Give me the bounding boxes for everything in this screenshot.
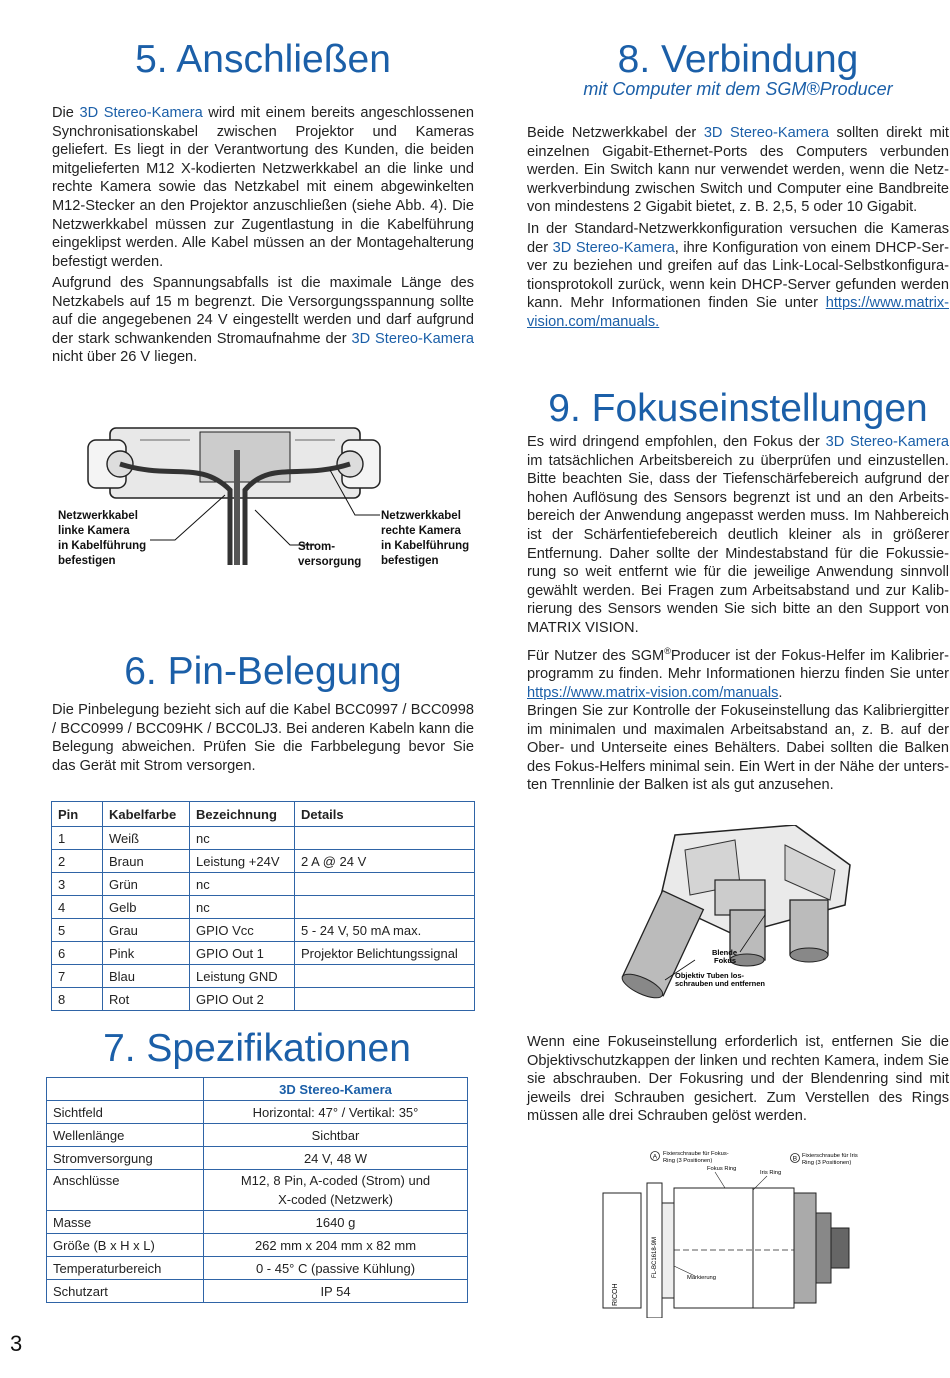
header-pin: Pin <box>52 802 103 827</box>
caption-middle <box>298 540 378 570</box>
cell: 5 - 24 V, 50 mA max. <box>295 919 475 942</box>
cell: Gelb <box>103 896 190 919</box>
cell: 24 V, 48 W <box>204 1147 468 1170</box>
table-row <box>52 919 475 942</box>
cell: Grün <box>103 873 190 896</box>
cell <box>295 988 475 1011</box>
label-tuben-1: Objektiv Tuben los- <box>675 971 745 980</box>
cell: Größe (B x H x L) <box>47 1234 204 1257</box>
header-details: Details <box>295 802 475 827</box>
cell: Leistung GND <box>190 965 295 988</box>
header-color: Kabelfarbe <box>103 802 190 827</box>
table-row <box>47 1234 468 1257</box>
table-row <box>47 1147 468 1170</box>
table-row <box>52 850 475 873</box>
caption-line: in Kabelführung <box>58 540 147 552</box>
cell <box>295 827 475 850</box>
section-5-paragraph-1 <box>52 104 474 271</box>
stereo-camera-figure <box>615 825 855 1000</box>
cell: nc <box>190 873 295 896</box>
cell: 1640 g <box>204 1211 468 1234</box>
caption-line: in Kabelführung <box>381 540 470 552</box>
text: Für Nutzer des SGM <box>527 647 665 664</box>
cell: 6 <box>52 942 103 965</box>
cell: Pink <box>103 942 190 965</box>
cell <box>295 896 475 919</box>
table-row <box>52 827 475 850</box>
cell: Grau <box>103 919 190 942</box>
text: . <box>778 685 783 702</box>
cell: 3 <box>52 873 103 896</box>
cell: Masse <box>47 1211 204 1234</box>
label-a-text-1: Fixierschraube für Fokus- <box>663 1151 729 1157</box>
header-designation: Bezeichnung <box>190 802 295 827</box>
table-row <box>47 1257 468 1280</box>
section-9-paragraph-4: Wenn eine Fokuseinstellung erforderlich ist, entfernen Sie die Objektivschutzkappen der linken und rechten Kamera, indem Sie sie abschrauben. Der Fokusring und der Blendenring sind mit jeweils drei Schrauben gesichert. Zum Verstellen des Rings müssen alle drei Schrauben gelöst werden. <box>527 1034 949 1125</box>
label-blende: Blende <box>712 948 738 957</box>
cell: 7 <box>52 965 103 988</box>
cell: Schutzart <box>47 1280 204 1303</box>
text: im tatsächlichen Arbeitsbereich zu überprüfen und einzustellen. Bitte beachten Sie, dass der Tiefenschärfebereich aufgrund der hohen Auflösung des Sensors begrenzt ist und an den Arbeitsbereich der Anwendung angepasst werden muss. Im Nahbereich ist der Schärfentiefebereich deutlich kleiner als in größerer Entfernung. Daher sollte der Mindestabstand für die Fokussierung so weit entfernt wie für die jeweilige Anwendung sinnvoll gewählt werden. Bei Fragen zum Arbeitsabstand und zur Kalibrierung des Sensors wenden Sie sich bitte an den Support von MATRIX VISION. <box>527 452 949 636</box>
table-row <box>47 1124 468 1147</box>
label-b: B <box>792 1155 798 1163</box>
table-row <box>52 896 475 919</box>
text: In der Standard-Netzwerkkonfiguration versuchen die Kameras der <box>527 221 949 256</box>
section-9-title: 9. Fokuseinstellungen <box>548 387 928 430</box>
cell: 4 <box>52 896 103 919</box>
cell <box>295 965 475 988</box>
text: Beide Netzwerkkabel der <box>527 125 704 141</box>
text: Es wird dringend empfohlen, den Fokus der <box>527 434 826 450</box>
manuals-link-2[interactable]: https://www.matrix-vision.com/manuals <box>527 685 779 702</box>
caption-line: Netzwerkkabel <box>381 510 461 522</box>
caption-line: Strom- <box>298 541 336 553</box>
caption-line: Netzwerkkabel <box>58 510 138 522</box>
cell: nc <box>190 827 295 850</box>
cell: Leistung +24V <box>190 850 295 873</box>
header-empty <box>47 1078 204 1101</box>
caption-line: versorgung <box>298 556 362 568</box>
text: Producer ist der Fokus-Helfer im Kalibrierprogramm zu finden. Mehr Informationen hierzu finden Sie unter <box>527 647 949 683</box>
cell: Blau <box>103 965 190 988</box>
cell: Anschlüsse <box>47 1170 204 1211</box>
text: , ihre Konfiguration von einem DHCP-Server zu beziehen und greifen auf das Link-Local-Selbstkonfigurationsprotokoll zurück, wenn kein DHCP-Server gefunden werden kann. Mehr Informationen finden Sie unter <box>527 239 949 312</box>
table-header-row <box>52 802 475 827</box>
registered-mark: ® <box>664 646 671 656</box>
label-model: FL-BC1618-9M <box>652 1236 658 1278</box>
table-row <box>47 1280 468 1303</box>
label-a-text-2: Ring (3 Positionen) <box>663 1158 713 1164</box>
cell: GPIO Out 1 <box>190 942 295 965</box>
product-name: 3D Stereo-Kamera <box>703 125 829 141</box>
cell: Sichtfeld <box>47 1101 204 1124</box>
cell: 2 A @ 24 V <box>295 850 475 873</box>
header-product: 3D Stereo-Kamera <box>204 1078 468 1101</box>
section-8-paragraph-2 <box>527 220 949 332</box>
cell: IP 54 <box>204 1280 468 1303</box>
cell: Wellenlänge <box>47 1124 204 1147</box>
caption-line: befestigen <box>58 555 116 567</box>
spec-table <box>46 1077 468 1303</box>
label-markierung: Markierung <box>687 1275 716 1281</box>
caption-line: befestigen <box>381 555 439 567</box>
section-5-title: 5. Anschließen <box>135 38 391 81</box>
label-tuben-2: schrauben und entfernen <box>675 979 766 988</box>
text: Die <box>52 105 80 121</box>
cell: 8 <box>52 988 103 1011</box>
label-fokus-ring: Fokus Ring <box>707 1166 737 1172</box>
label-b-text-2: Ring (3 Positionen) <box>802 1160 852 1166</box>
cell: 0 - 45° C (passive Kühlung) <box>204 1257 468 1280</box>
table-row <box>47 1211 468 1234</box>
table-row <box>52 988 475 1011</box>
cell: Stromversorgung <box>47 1147 204 1170</box>
pin-table <box>51 801 475 1011</box>
table-row <box>47 1101 468 1124</box>
table-row <box>47 1170 468 1211</box>
text: sollten direkt mit einzelnen Gigabit-Ethernet-Ports des Computers verbunden werden. Ein Switch kann nur verwendet werden, wenn die Netzwerkverbindung zwischen Switch und Computer eine Bandbreite von mindestens 2 Gigabit bietet, z. B. 2,5, 5 oder 10 Gigabit. <box>527 125 949 216</box>
manuals-link[interactable]: https://www.matrix-vision.com/manuals. <box>527 295 949 330</box>
table-row <box>52 942 475 965</box>
cell: Weiß <box>103 827 190 850</box>
cell: 2 <box>52 850 103 873</box>
page-number: 3 <box>10 1331 23 1356</box>
cell: 5 <box>52 919 103 942</box>
section-7-title: 7. Spezifikationen <box>103 1027 411 1070</box>
section-9-paragraph-2 <box>527 642 949 703</box>
cell: 262 mm x 204 mm x 82 mm <box>204 1234 468 1257</box>
section-8-subtitle: mit Computer mit dem SGM®Producer <box>583 79 893 99</box>
table-row <box>52 965 475 988</box>
cell: M12, 8 Pin, A-coded (Strom) und X-coded (Netzwerk) <box>204 1170 468 1211</box>
cell: Sichtbar <box>204 1124 468 1147</box>
table-row <box>52 873 475 896</box>
caption-line: linke Kamera <box>58 525 130 537</box>
label-fokus: Fokus <box>714 956 737 965</box>
label-ricoh: RICOH <box>612 1283 619 1306</box>
product-name: 3D Stereo-Kamera <box>351 330 474 347</box>
cell: Braun <box>103 850 190 873</box>
lens-drawing-figure <box>595 1148 875 1318</box>
section-8-paragraph-1 <box>527 124 949 217</box>
caption-left <box>58 509 168 569</box>
cell: Horizontal: 47° / Vertikal: 35° <box>204 1101 468 1124</box>
caption-line: rechte Kamera <box>381 525 461 537</box>
section-5-paragraph-2 <box>52 274 474 367</box>
cell: Projektor Belichtungssignal <box>295 942 475 965</box>
table-header-row <box>47 1078 468 1101</box>
cell: nc <box>190 896 295 919</box>
cell: Temperaturbereich <box>47 1257 204 1280</box>
product-name: 3D Stereo-Kamera <box>79 105 203 121</box>
section-8-title: 8. Verbindung <box>617 38 859 81</box>
section-9-paragraph-1 <box>527 433 949 638</box>
text: Aufgrund des Spannungsabfalls ist die maximale Länge des Netzkabels auf 15 m begrenzt. Die Versorgungsspannung sollte auf die angegebenen 24 V eingestellt werden und darf aufgrund der stark schwankenden Stromaufnahme der <box>52 275 474 347</box>
section-6-paragraph: Die Pinbelegung bezieht sich auf die Kabel BCC0997 / BCC0998 / BCC0999 / BCC09HK / BCC0LJ3. Bei anderen Kabeln kann die Belegung abweichen. Prüfen Sie die Farbbelegung bevor Sie das Gerät mit Strom versorgen. <box>52 702 474 774</box>
product-name: 3D Stereo-Kamera <box>825 434 949 450</box>
section-6-title: 6. Pin-Belegung <box>124 650 402 693</box>
label-a: A <box>652 1153 658 1161</box>
cell: Rot <box>103 988 190 1011</box>
text: nicht über 26 V liegen. <box>52 349 198 366</box>
text: wird mit einem bereits angeschlossenen Synchronisationskabel zwischen Projektor und Kameras geliefert. Es liegt in der Verantwortung des Kunden, die beiden mitgelieferten M12 X-kodierten Netzwerkkabel an die linke und rechte Kamera sowie das Netzkabel mit einem abgewinkelten M12-Stecker an den Projektor anzuschließen (siehe Abb. 4). Die Netzwerkkabel müssen zur Zugentlastung in die Kabelführung eingeklipst werden. Alle Kabel müssen an der Montagehalterung befestigt werden. <box>52 105 474 270</box>
section-9-paragraph-3: Bringen Sie zur Kontrolle der Fokuseinstellung das Kalibriergitter im minimalen und maximalen Arbeitsabstand an, z. B. auf der Ober- und Unterseite eines Behälters. Dabei sollten die Balken des Fokus-Helfers minimal sein. Ein Wert in der Nähe der untersten Trennlinie der Balken ist als gut anzusehen. <box>527 703 949 794</box>
cell: GPIO Vcc <box>190 919 295 942</box>
cell: 1 <box>52 827 103 850</box>
label-iris-ring: Iris Ring <box>760 1170 782 1176</box>
caption-right <box>381 509 481 569</box>
product-name: 3D Stereo-Kamera <box>552 239 675 256</box>
cell <box>295 873 475 896</box>
cell: GPIO Out 2 <box>190 988 295 1011</box>
label-b-text-1: Fixierschraube für Iris <box>802 1153 858 1159</box>
